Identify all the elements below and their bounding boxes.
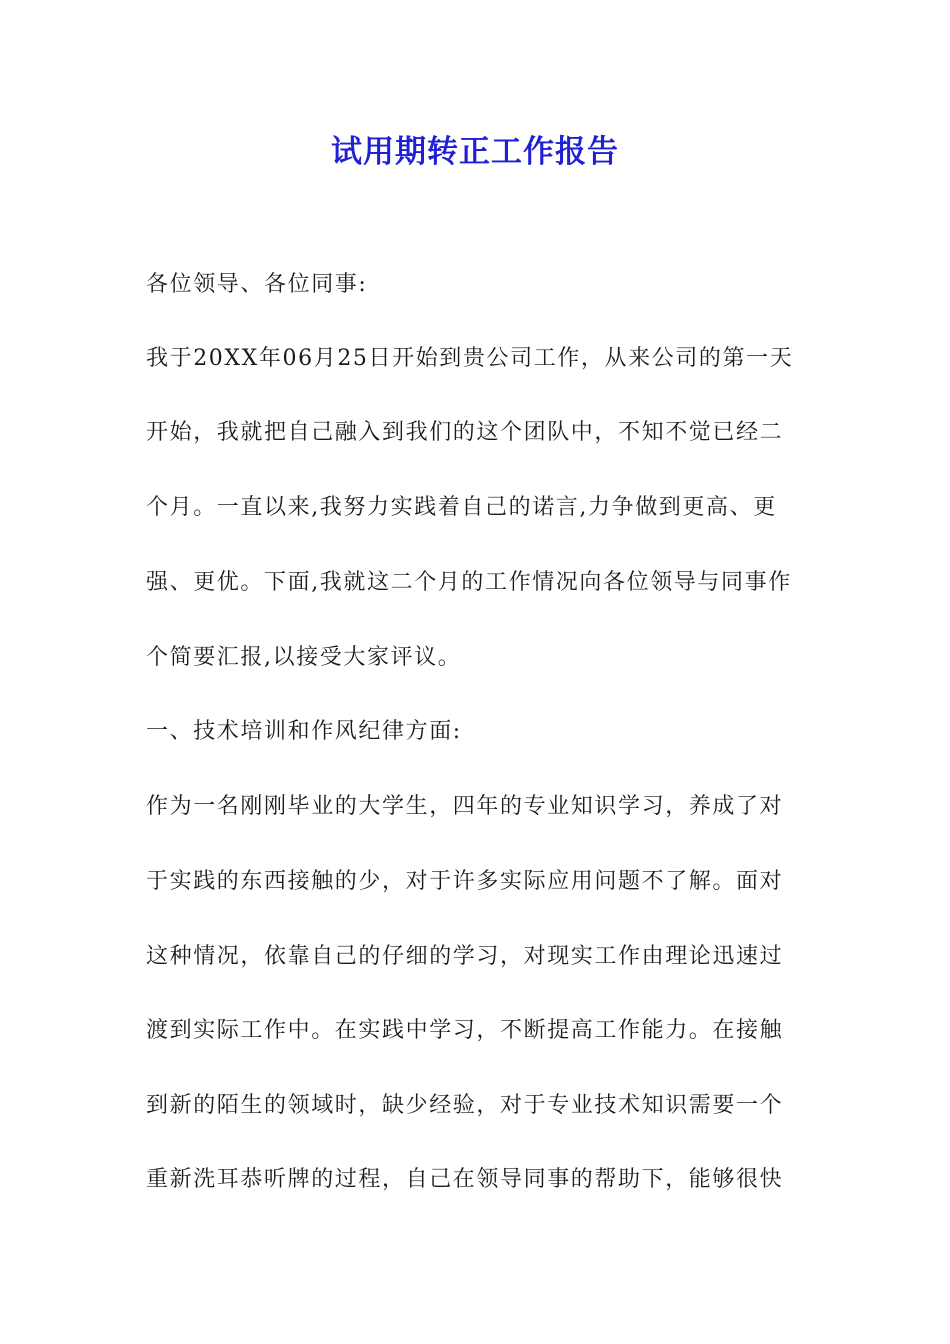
body-line: 开始，我就把自己融入到我们的这个团队中，不知不觉已经二 <box>146 420 784 445</box>
section-heading: 一、技术培训和作风纪律方面: <box>146 719 462 744</box>
body-line: 作为一名刚刚毕业的大学生，四年的专业知识学习，养成了对 <box>146 794 784 819</box>
body-line: 个简要汇报,以接受大家评议。 <box>146 645 462 670</box>
body-line: 这种情况，依靠自己的仔细的学习，对现实工作由理论迅速过 <box>146 944 784 969</box>
body-line: 于实践的东西接触的少，对于许多实际应用问题不了解。面对 <box>146 869 784 894</box>
body-line: 重新洗耳恭听牌的过程，自己在领导同事的帮助下，能够很快 <box>146 1167 784 1192</box>
salutation-line: 各位领导、各位同事: <box>146 272 368 297</box>
body-line: 到新的陌生的领域时，缺少经验，对于专业技术知识需要一个 <box>146 1093 784 1118</box>
body-line: 个月。一直以来,我努力实践着自己的诺言,力争做到更高、更 <box>146 495 777 520</box>
body-line: 渡到实际工作中。在实践中学习，不断提高工作能力。在接触 <box>146 1018 784 1043</box>
document-title: 试用期转正工作报告 <box>331 134 619 170</box>
body-line: 强、更优。下面,我就这二个月的工作情况向各位领导与同事作 <box>146 570 792 595</box>
body-line: 我于20XX年06月25日开始到贵公司工作，从来公司的第一天 <box>146 346 794 371</box>
